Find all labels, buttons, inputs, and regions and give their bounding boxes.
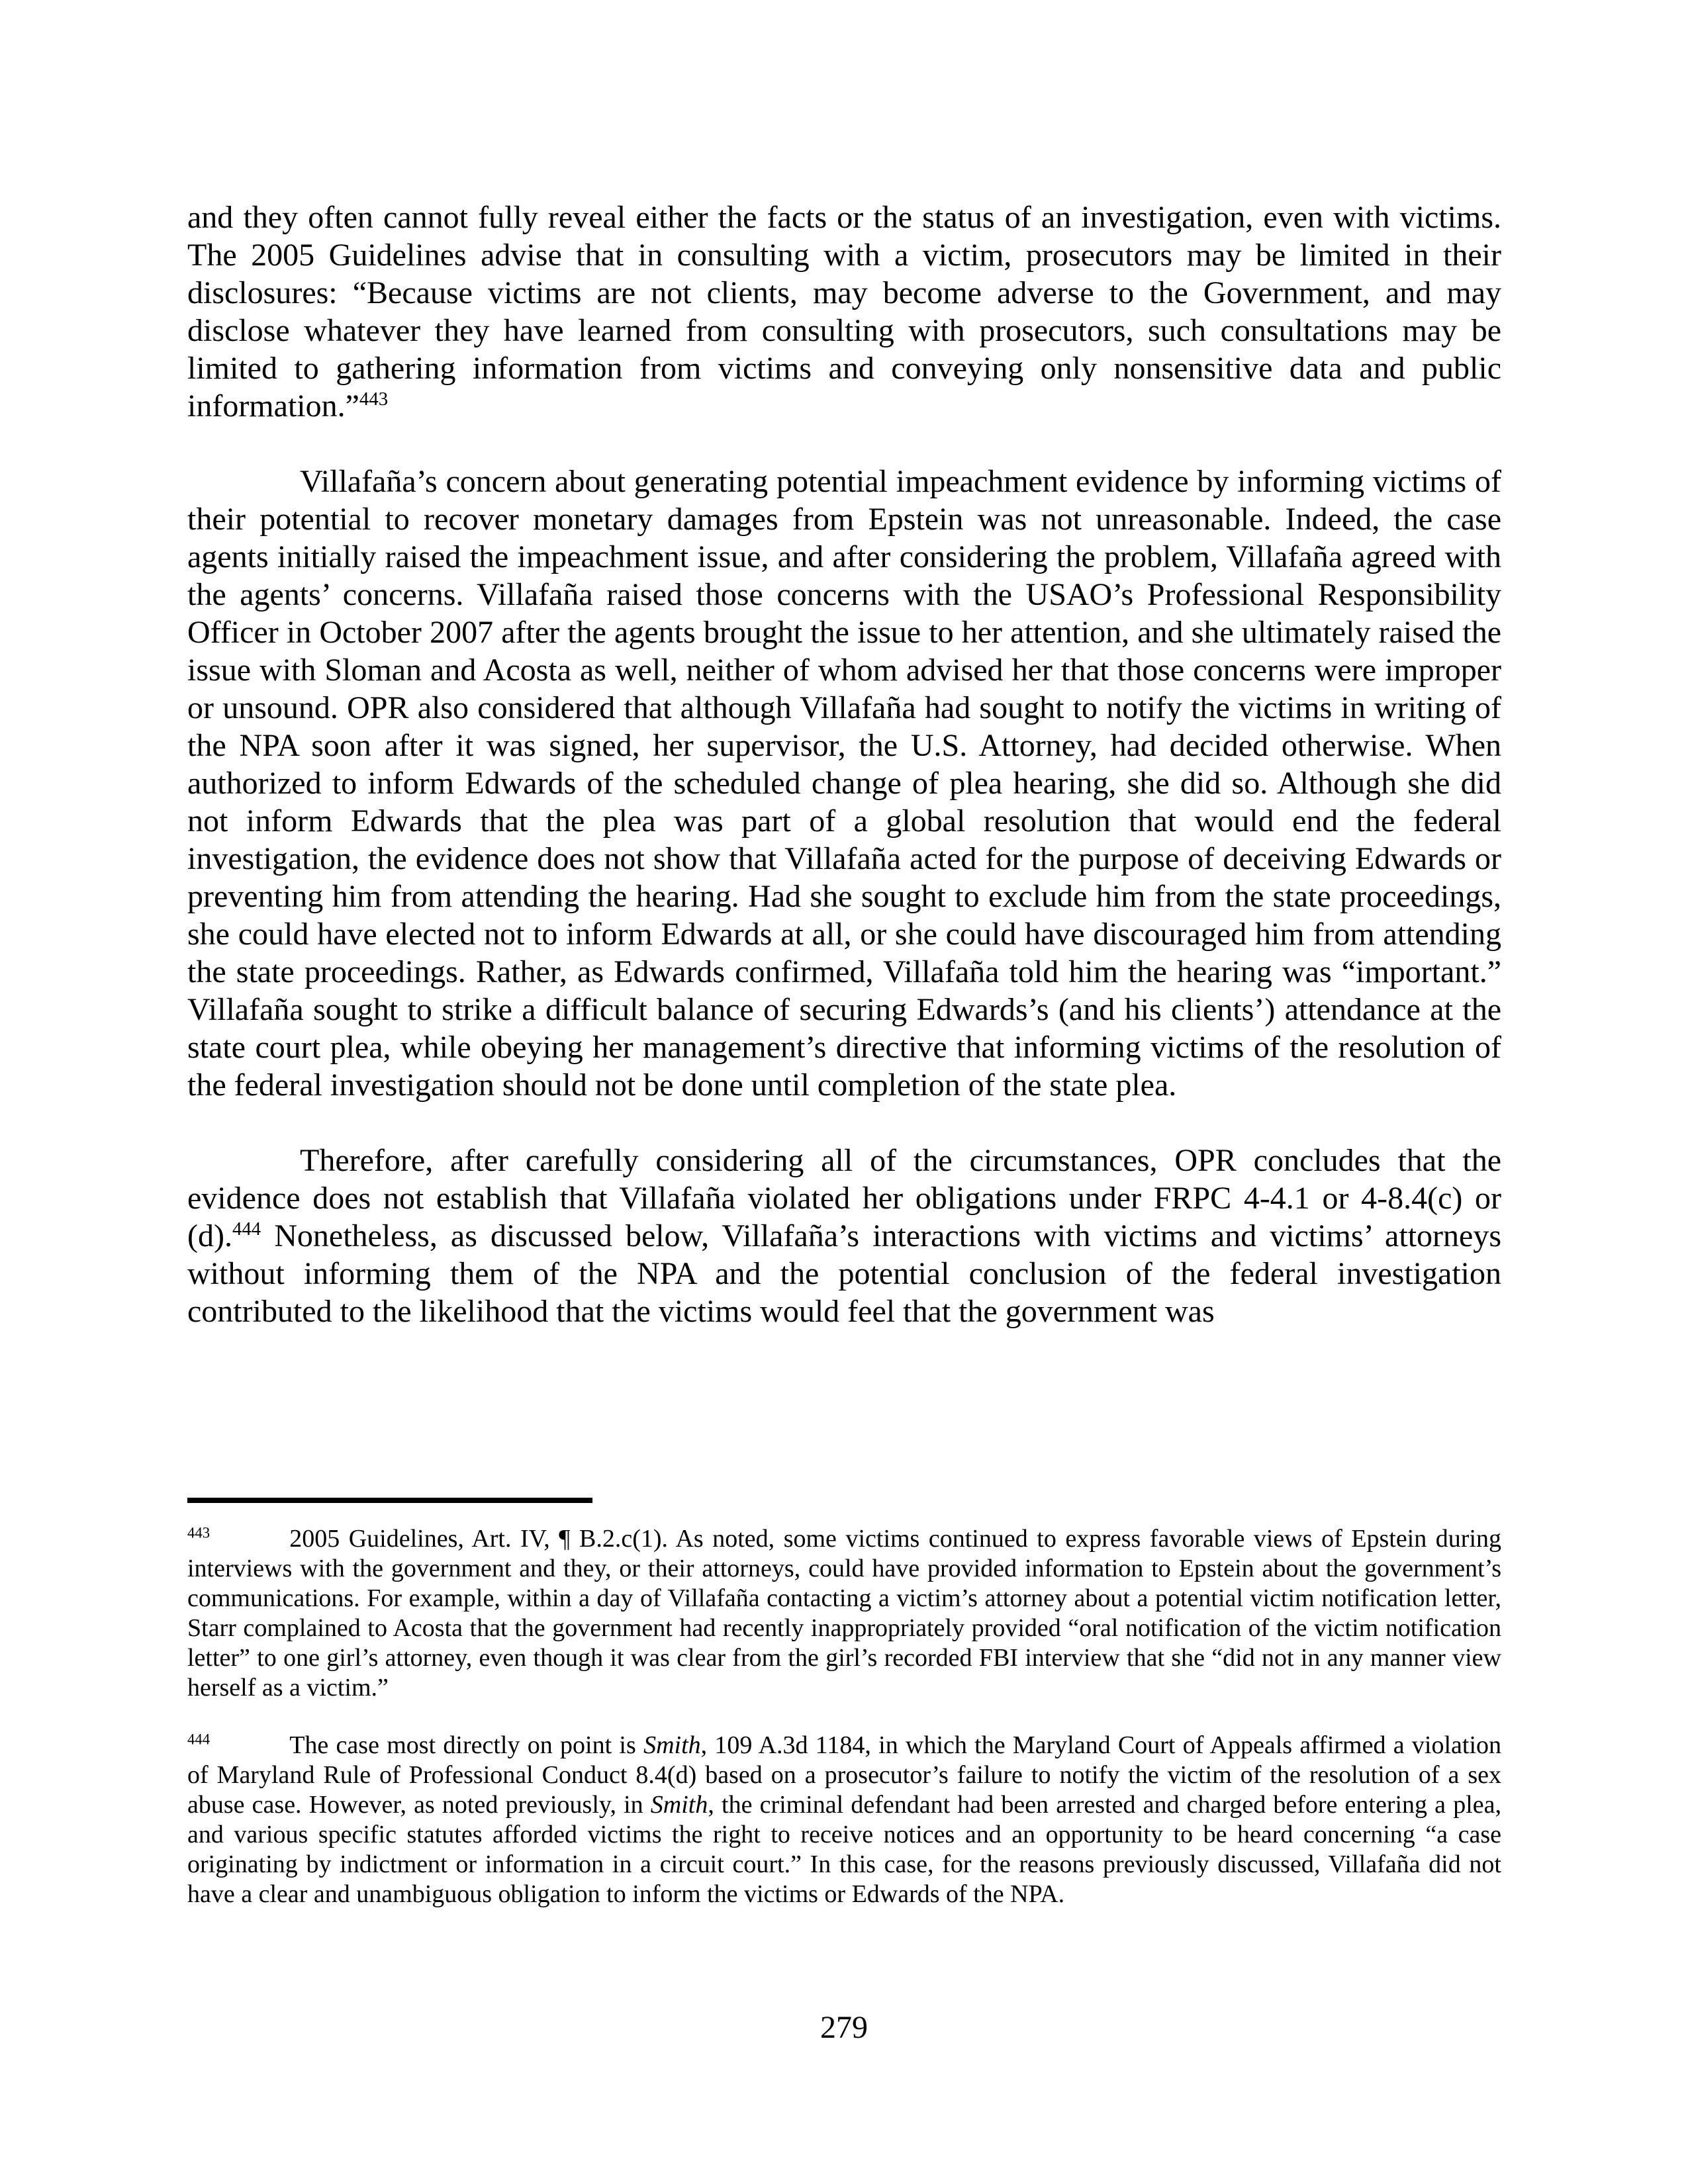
body-paragraph: Therefore, after carefully considering all of the circumstances, OPR concludes that the evidence does not establish that Villafaña violated her obligations under FRPC 4-4.1 or 4-8.4(c) or (d).$^{444}$ Nonetheless, as discussed below, Villafaña’s interactions with victims and victims’ attorneys without informing them of the NPA and the potential conclusion of the federal investigation contributed to the likelihood that the victims would feel that the government was [187,1143,1501,1329]
footnote-text: The case most directly on point is Smith, 109 A.3d 1184, in which the Maryland Court of Appeals affirmed a violation of Maryland Rule of Professional Conduct 8.4(d) based on a prosecutor’s failure to notify the victim of the resolution of a sex abuse case. However, as noted previously, in Smith, the criminal defendant had been arrested and charged before entering a plea, and various specific statutes afforded victims the right to receive notices and an opportunity to be heard concerning “a case originating by indictment or information in a circuit court.” In this case, for the reasons previously discussed, Villafaña did not have a clear and unambiguous obligation to inform the victims or Edwards of the NPA. [187,1731,1501,1908]
body-paragraph: and they often cannot fully reveal either the facts or the status of an investigation, even with victims. The 2005 Guidelines advise that in consulting with a victim, prosecutors may be limited in their disclosures: “Because victims are not clients, may become adverse to the Government, and may disclose whatever they have learned from consulting with prosecutors, such consultations may be limited to gathering information from victims and conveying only nonsensitive data and public information.”$^{443}$ [187,200,1501,424]
page-body [187,199,1501,1368]
footnote-number: 444 [187,1731,211,1748]
body-paragraph: Villafaña’s concern about generating potential impeachment evidence by informing victims of their potential to recover monetary damages from Epstein was not unreasonable. Indeed, the case agents initially raised the impeachment issue, and after considering the problem, Villafaña agreed with the agents’ concerns. Villafaña raised those concerns with the USAO’s Professional Responsibility Officer in October 2007 after the agents brought the issue to her attention, and she ultimately raised the issue with Sloman and Acosta as well, neither of whom advised her that those concerns were improper or unsound. OPR also considered that although Villafaña had sought to notify the victims in writing of the NPA soon after it was signed, her supervisor, the U.S. Attorney, had decided otherwise. When authorized to inform Edwards of the scheduled change of plea hearing, she did so. Although she did not inform Edwards that the plea was part of a global resolution that would end the federal investigation, the evidence does not show that Villafaña acted for the purpose of deceiving Edwards or preventing him from attending the hearing. Had she sought to exclude him from the state proceedings, she could have elected not to inform Edwards at all, or she could have discouraged him from attending the state proceedings. Rather, as Edwards confirmed, Villafaña told him the hearing was “important.” Villafaña sought to strike a difficult balance of securing Edwards’s (and his clients’) attendance at the state court plea, while obeying her management’s directive that informing victims of the resolution of the federal investigation should not be done until completion of the state plea. [187,464,1501,1103]
page-number: 279 [820,2010,868,2045]
footnote-text: 2005 Guidelines, Art. IV, ¶ B.2.c(1). As noted, some victims continued to express favorable views of Epstein during interviews with the government and they, or their attorneys, could have provided information to Epstein about the government’s communications. For example, within a day of Villafaña contacting a victim’s attorney about a potential victim notification letter, Starr complained to Acosta that the government had recently inappropriately provided “oral notification of the victim notification letter” to one girl’s attorney, even though it was clear from the girl’s recorded FBI interview that she “did not in any manner view herself as a victim.” [187,1525,1501,1702]
footnote [187,1731,1501,1909]
footnote [187,1524,1501,1703]
footnotes-section [187,1498,1501,1937]
footnote-number: 443 [187,1524,211,1541]
footnote-separator [187,1498,592,1503]
